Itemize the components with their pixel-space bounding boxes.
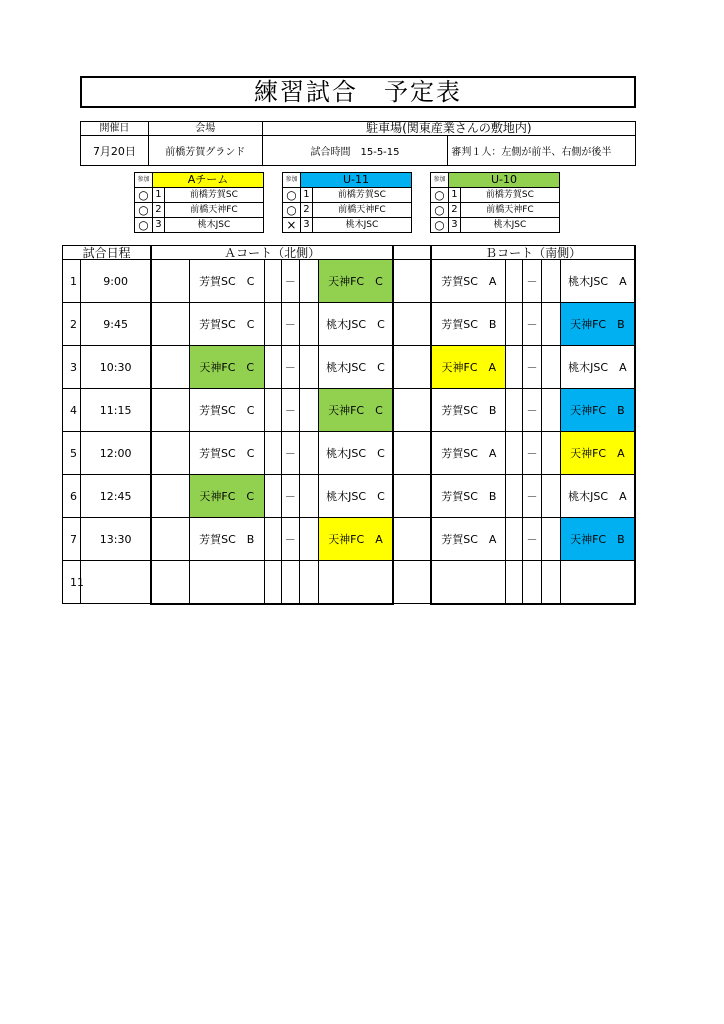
blank-cell [541, 346, 560, 389]
team-name: 桃木JSC [164, 218, 263, 233]
blank-cell [506, 260, 523, 303]
participation-label: 参加 [431, 173, 449, 188]
court-a-home-team: 芳賀SC B [189, 518, 264, 561]
blank-cell [541, 475, 560, 518]
team-number: 1 [448, 188, 460, 203]
blank-cell [151, 432, 189, 475]
match-time [81, 561, 152, 604]
team-table-1 [134, 172, 264, 233]
vs-dash: － [523, 432, 541, 475]
court-a-away-team: 桃木JSC C [318, 346, 393, 389]
court-b-home-team: 芳賀SC B [431, 475, 506, 518]
blank-cell [299, 389, 318, 432]
vs-dash: － [281, 389, 299, 432]
match-time: 10:30 [81, 346, 152, 389]
match-number: 5 [63, 432, 81, 475]
blank-cell [299, 346, 318, 389]
court-b-away-team: 桃木JSC A [560, 260, 635, 303]
schedule-row [63, 346, 636, 389]
blank-cell [299, 561, 318, 604]
blank-cell [151, 518, 189, 561]
court-a-away-team [318, 561, 393, 604]
blank-cell [393, 561, 431, 604]
team-name: 桃木JSC [460, 218, 559, 233]
team-row [283, 188, 412, 203]
team-number: 3 [152, 218, 164, 233]
blank-cell [393, 346, 431, 389]
blank-cell [393, 389, 431, 432]
court-b-home-team: 芳賀SC A [431, 518, 506, 561]
blank-cell [264, 346, 281, 389]
blank-cell [299, 303, 318, 346]
team-row [135, 203, 264, 218]
match-time: 9:45 [81, 303, 152, 346]
blank-cell [264, 518, 281, 561]
schedule-header-time: 試合日程 [63, 246, 152, 260]
court-a-home-team [189, 561, 264, 604]
blank-cell [506, 518, 523, 561]
team-category-name: U-10 [448, 173, 559, 188]
blank-cell [299, 260, 318, 303]
blank-cell [151, 303, 189, 346]
blank-cell [151, 346, 189, 389]
court-a-home-team: 天神FC C [189, 346, 264, 389]
schedule-row [63, 260, 636, 303]
team-name: 前橋芳賀SC [312, 188, 411, 203]
blank-cell [393, 432, 431, 475]
blank-cell [541, 432, 560, 475]
match-time: 12:45 [81, 475, 152, 518]
team-row [283, 203, 412, 218]
blank-cell [393, 260, 431, 303]
vs-dash: － [523, 303, 541, 346]
court-b-header: Ｂコート（南側） [431, 246, 635, 260]
court-b-away-team: 桃木JSC A [560, 475, 635, 518]
match-number: 2 [63, 303, 81, 346]
blank-cell [393, 518, 431, 561]
participation-label: 参加 [283, 173, 301, 188]
match-time: 11:15 [81, 389, 152, 432]
team-number: 1 [300, 188, 312, 203]
participation-mark: × [283, 218, 301, 233]
court-b-home-team: 天神FC A [431, 346, 506, 389]
participation-label: 参加 [135, 173, 153, 188]
court-b-home-team: 芳賀SC A [431, 432, 506, 475]
blank-cell [541, 303, 560, 346]
team-number: 2 [300, 203, 312, 218]
blank-cell [264, 303, 281, 346]
vs-dash: － [523, 475, 541, 518]
blank-cell [299, 475, 318, 518]
court-a-away-team: 天神FC C [318, 389, 393, 432]
court-a-home-team: 芳賀SC C [189, 432, 264, 475]
blank-cell [264, 475, 281, 518]
vs-dash: － [281, 518, 299, 561]
blank-cell [264, 432, 281, 475]
team-number: 2 [448, 203, 460, 218]
team-name: 前橋天神FC [312, 203, 411, 218]
blank-cell [151, 561, 189, 604]
blank-cell [264, 389, 281, 432]
blank-cell [506, 389, 523, 432]
court-b-home-team: 芳賀SC A [431, 260, 506, 303]
match-number: 6 [63, 475, 81, 518]
page-title: 練習試合 予定表 [80, 76, 636, 108]
event-info-table [80, 121, 636, 166]
schedule-table [62, 245, 636, 605]
court-b-home-team: 芳賀SC B [431, 303, 506, 346]
team-number: 1 [152, 188, 164, 203]
blank-cell [506, 561, 523, 604]
blank-cell [264, 260, 281, 303]
blank-cell [541, 518, 560, 561]
vs-dash: － [523, 389, 541, 432]
match-time: 試合時間 15-5-15 [262, 136, 448, 166]
participation-mark: ○ [283, 203, 301, 218]
blank-cell [151, 260, 189, 303]
participation-mark: ○ [431, 188, 449, 203]
team-row [135, 188, 264, 203]
blank-cell [299, 432, 318, 475]
court-a-home-team: 芳賀SC C [189, 303, 264, 346]
team-name: 前橋芳賀SC [164, 188, 263, 203]
team-table-3 [430, 172, 560, 233]
vs-dash: － [281, 475, 299, 518]
blank-cell [393, 303, 431, 346]
team-row [431, 218, 560, 233]
court-b-away-team: 天神FC B [560, 389, 635, 432]
court-b-away-team [560, 561, 635, 604]
team-row [431, 188, 560, 203]
blank-cell [506, 303, 523, 346]
participation-mark: ○ [431, 203, 449, 218]
court-b-away-team: 天神FC B [560, 303, 635, 346]
blank-cell [506, 346, 523, 389]
schedule-row [63, 561, 636, 604]
team-category-name: U-11 [300, 173, 411, 188]
vs-dash: － [281, 260, 299, 303]
match-time: 12:00 [81, 432, 152, 475]
match-number: 1 [63, 260, 81, 303]
blank-cell [299, 518, 318, 561]
court-b-home-team [431, 561, 506, 604]
court-a-away-team: 天神FC C [318, 260, 393, 303]
participation-mark: ○ [135, 188, 153, 203]
team-name: 前橋天神FC [460, 203, 559, 218]
team-row [431, 203, 560, 218]
vs-dash: － [281, 432, 299, 475]
match-time: 13:30 [81, 518, 152, 561]
blank-cell [541, 260, 560, 303]
date-label: 開催日 [81, 122, 149, 136]
vs-dash: － [281, 303, 299, 346]
team-table-2 [282, 172, 412, 233]
match-time: 9:00 [81, 260, 152, 303]
schedule-row [63, 475, 636, 518]
blank-cell [264, 561, 281, 604]
blank-cell [151, 475, 189, 518]
blank-cell [506, 432, 523, 475]
team-name: 前橋芳賀SC [460, 188, 559, 203]
blank-cell [541, 389, 560, 432]
court-b-away-team: 天神FC A [560, 432, 635, 475]
match-number: 7 [63, 518, 81, 561]
referee-note: 審判１人：左側が前半、右側が後半 [448, 136, 636, 166]
court-b-home-team: 芳賀SC B [431, 389, 506, 432]
team-number: 3 [448, 218, 460, 233]
parking-note: 駐車場(関東産業さんの敷地内) [262, 122, 635, 136]
participation-mark: ○ [431, 218, 449, 233]
court-b-away-team: 天神FC B [560, 518, 635, 561]
team-name: 桃木JSC [312, 218, 411, 233]
vs-dash: － [281, 346, 299, 389]
court-a-header: Ａコート（北側） [151, 246, 393, 260]
court-a-away-team: 天神FC A [318, 518, 393, 561]
court-a-home-team: 芳賀SC C [189, 389, 264, 432]
team-number: 3 [300, 218, 312, 233]
vs-dash: － [523, 346, 541, 389]
schedule-row [63, 303, 636, 346]
blank-cell [541, 561, 560, 604]
court-a-home-team: 芳賀SC C [189, 260, 264, 303]
participation-mark: ○ [135, 218, 153, 233]
participation-mark: ○ [283, 188, 301, 203]
court-b-away-team: 桃木JSC A [560, 346, 635, 389]
schedule-row [63, 389, 636, 432]
team-number: 2 [152, 203, 164, 218]
blank-cell [506, 475, 523, 518]
venue-label: 会場 [148, 122, 262, 136]
participation-mark: ○ [135, 203, 153, 218]
court-a-home-team: 天神FC C [189, 475, 264, 518]
court-a-away-team: 桃木JSC C [318, 303, 393, 346]
match-number: 3 [63, 346, 81, 389]
schedule-row [63, 432, 636, 475]
court-a-away-team: 桃木JSC C [318, 475, 393, 518]
event-date: 7月20日 [81, 136, 149, 166]
blank-cell [393, 475, 431, 518]
match-number: 4 [63, 389, 81, 432]
match-number: 11 [63, 561, 81, 604]
venue-name: 前橋芳賀グランド [148, 136, 262, 166]
team-row [283, 218, 412, 233]
blank-cell [151, 389, 189, 432]
schedule-row [63, 518, 636, 561]
team-name: 前橋天神FC [164, 203, 263, 218]
vs-dash: － [523, 260, 541, 303]
vs-dash [523, 561, 541, 604]
court-a-away-team: 桃木JSC C [318, 432, 393, 475]
team-row [135, 218, 264, 233]
vs-dash: － [523, 518, 541, 561]
vs-dash [281, 561, 299, 604]
team-category-name: Aチーム [152, 173, 263, 188]
